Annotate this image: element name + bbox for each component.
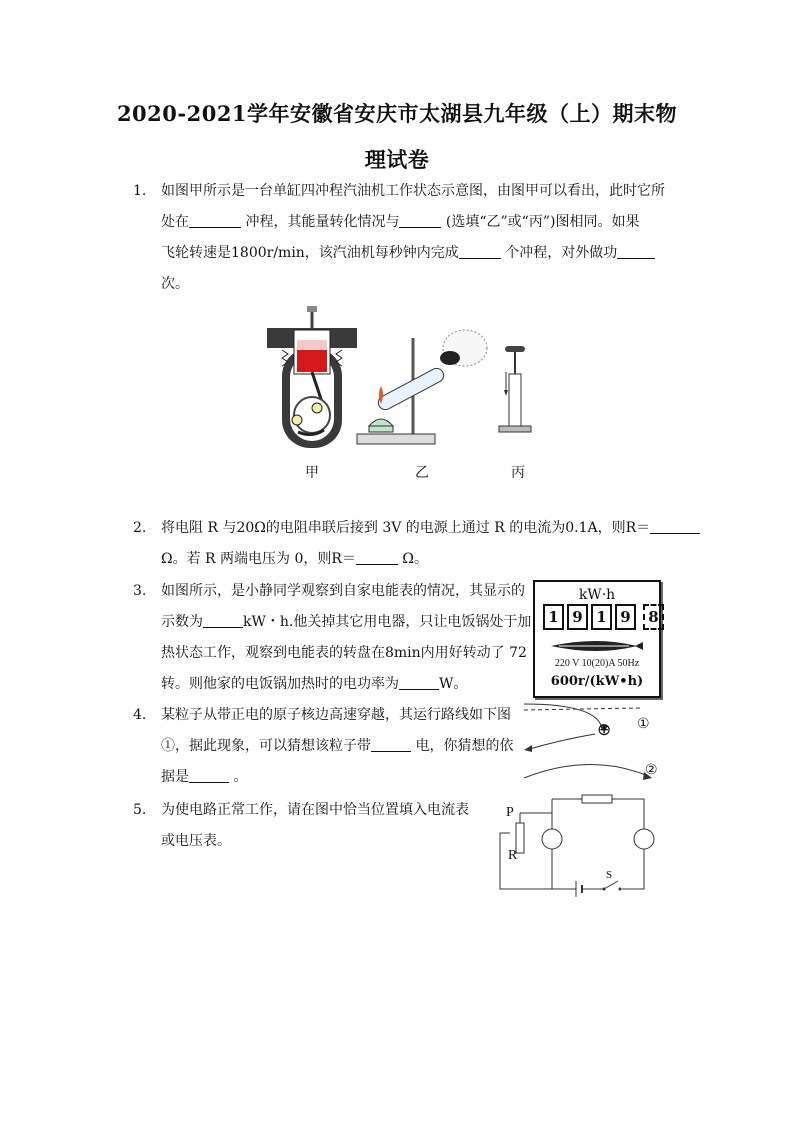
meter-constant: 600r/(kW•h): [550, 674, 644, 689]
question-text: 热状态工作，观察到电能表的转盘在8min内用好转动了 72: [161, 645, 527, 661]
answer-blank[interactable]: [650, 519, 700, 534]
question-text: 将电阻 R 与20Ω的电阻串联后接到 3V 的电源上通过 R 的电流为0.1A，则R＝: [161, 520, 651, 536]
figure-label-yi: 乙: [415, 465, 429, 481]
figure-label-jia: 甲: [305, 465, 319, 481]
question-number: 1.: [133, 183, 147, 199]
question-line: [161, 207, 639, 237]
answer-blank[interactable]: [356, 550, 398, 565]
question-text: 转。则他家的电饭锅加热时的电功率为: [161, 676, 399, 692]
answer-blank[interactable]: [189, 768, 229, 783]
question-line: [161, 544, 428, 574]
question-line: [161, 576, 525, 606]
question-text: 个冲程，对外做功: [500, 245, 618, 261]
path-label-1: ①: [637, 716, 650, 732]
question-line: [161, 269, 189, 299]
answer-blank[interactable]: [459, 244, 501, 259]
question-line: [161, 762, 247, 792]
answer-blank[interactable]: [399, 213, 441, 228]
question-text: 电，你猜想的依: [411, 738, 514, 754]
answer-blank[interactable]: [189, 213, 241, 228]
meter-digits: [543, 604, 664, 630]
question-text: Ω。若 R 两端电压为 0，则R＝: [161, 551, 356, 567]
question-number: 5.: [133, 802, 147, 818]
question-line: [161, 731, 513, 761]
question-line: [161, 669, 467, 699]
fire-syringe-diagram-bing: [495, 344, 535, 436]
meter-disc: [549, 638, 645, 654]
page-title: 2020-2021学年安徽省安庆市太湖县九年级（上）期末物: [116, 101, 678, 126]
question-number: 3.: [133, 583, 147, 599]
question-text: 飞轮转速是1800r/min，该汽油机每秒钟内完成: [161, 245, 459, 261]
question-text: 冲程，其能量转化情况与: [241, 214, 400, 230]
question-text: kW・h.他关掉其它用电器，只让电饭锅处于加: [243, 614, 532, 630]
question-text: 次。: [161, 276, 189, 292]
meter-digit-decimal: 8: [643, 604, 664, 630]
electric-meter: [533, 580, 661, 698]
meter-digit: 9: [615, 604, 636, 630]
question-text: 示数为: [161, 614, 203, 630]
path-label-2: ②: [645, 762, 658, 778]
meter-digit: 9: [567, 604, 588, 630]
rheostat-slider-label: P: [506, 805, 514, 820]
question-line: [161, 513, 700, 543]
test-tube-diagram-yi: [355, 326, 490, 451]
question-text: 如图甲所示是一台单缸四冲程汽油机工作状态示意图，由图甲可以看出，此时它所: [161, 183, 665, 199]
meter-unit: kW·h: [578, 587, 616, 603]
question-text: 据是: [161, 769, 189, 785]
question-line: [161, 638, 527, 668]
question-line: [161, 795, 469, 825]
question-text: 如图所示，是小静同学观察到自家电能表的情况，其显示的: [161, 583, 525, 599]
question-text: ①，据此现象，可以猜想该粒子带: [161, 738, 371, 754]
answer-blank[interactable]: [371, 737, 411, 752]
question-text: (选填“乙”或“丙”)图相同。如果: [441, 214, 640, 230]
engine-diagram-jia: [262, 300, 362, 450]
question-text: 处在: [161, 214, 189, 230]
question-text: 某粒子从带正电的原子核边高速穿越，其运行路线如下图: [161, 707, 511, 723]
rheostat-label: R: [508, 848, 518, 863]
nucleus-icon: ⊕: [597, 720, 612, 740]
switch-label: S: [606, 869, 613, 881]
meter-digit: 1: [591, 604, 612, 630]
question-number: 2.: [133, 520, 147, 536]
question-line: [161, 238, 655, 268]
answer-blank[interactable]: [399, 675, 439, 690]
question-line: [161, 607, 531, 637]
question-text: 。: [229, 769, 248, 785]
circuit-diagram: [498, 795, 658, 897]
question-line: [161, 700, 511, 730]
question-text: 或电压表。: [161, 833, 231, 849]
question-text: W。: [439, 676, 468, 692]
answer-blank[interactable]: [203, 613, 243, 628]
answer-blank[interactable]: [617, 244, 655, 259]
question-text: 为使电路正常工作，请在图中恰当位置填入电流表: [161, 802, 469, 818]
question-number: 4.: [133, 707, 147, 723]
meter-digit: 1: [543, 604, 564, 630]
question-text: Ω。: [397, 551, 429, 567]
meter-spec: 220 V 10(20)A 50Hz: [554, 658, 640, 669]
question-line: [161, 176, 665, 206]
page-title-line2: 理试卷: [364, 147, 430, 172]
question-line: [161, 826, 231, 856]
figure-label-bing: 丙: [511, 465, 525, 481]
